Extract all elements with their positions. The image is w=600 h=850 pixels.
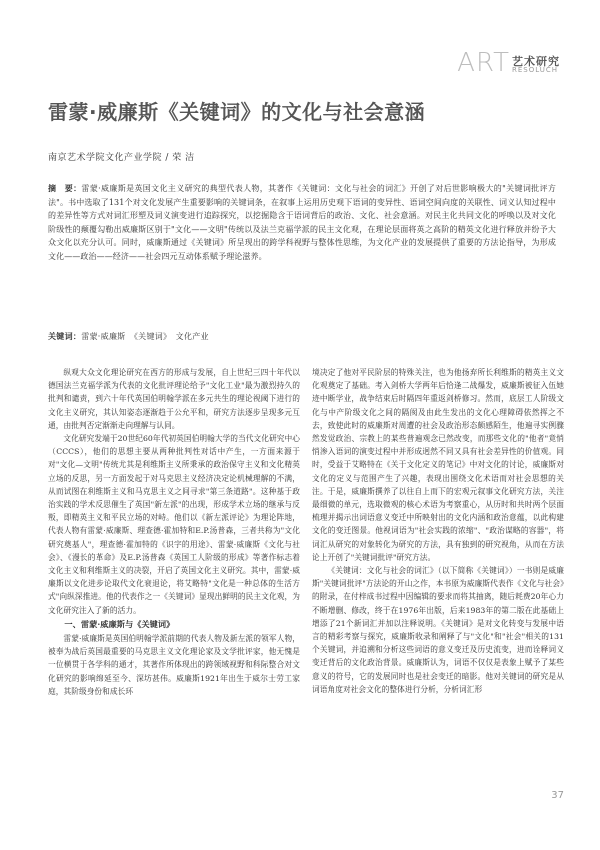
keywords [48,331,556,342]
keywords-label: 关键词： [48,331,82,341]
body-paragraph: 境决定了他对平民阶层的特殊关注，也为他扬弃所长利维斯的精英主义文化观奠定了基础。考入剑桥大学两年后恰逢二战爆发，威廉斯被征入伍她迹中断学业，战争结束后时隔四年重返剑桥修习。然而，底层工人阶级文化与中产阶级文化之间的隔阂及由此生发出的文化心理障碍依然挥之不去，致使此时的威廉斯对周遭的社会及政治形态颇感陌生，他遍寻实例骤然发觉政治、宗教上的某些普遍观念已然改变，而那些文化的"他者"竟悄悄渗入语词的演变过程中并形成迥然不同又具有社会差异性的价值观。同时，受益于艾略特在《关于文化定义的笔记》中对文化的讨论，威廉斯对文化的定义与范围产生了兴趣，表现出围绕文化术语而对社会思想的关注。于是，威廉斯撰养了以往自上而下的宏观元叙事文化研究方法，关注最细微的单元，选取微观的核心术语为考察重心，从历时和共时两个层面梳理并揭示出词语意义变迁中所映射出的文化内涵和政治意蕴，以此构建文化的变迁图景。他视词语为"社会实践的浓缩"、"政治谋略的容器"，将词汇从研究的对象转化为研究的方法，具有独到的研究视角，从而在方法论上开创了"关键词批评"研究方法。 [312,368,564,562]
logo-art-text: ART [457,48,510,78]
keywords-text: 雷蒙·威廉斯 《关键词》 文化产业 [81,332,209,341]
logo-english-text: RESOLUCH [512,66,559,74]
logo-chinese-text: 艺术研究 [512,55,560,68]
body-paragraph: 《关键词：文化与社会的词汇》（以下简称《关键词》）一书则是威廉斯"关键词批评"方法论的开山之作，本书原为威廉斯代表作《文化与社会》的附录，在付梓成书过程中因编辑的要求而将其抽离，随后耗费20年心力不断增删、修改，终于在1976年出版，后来1983年的第二版在此基础上增添了21个新词汇并加以注释说明。《关键词》是对文化转变与发展中语言的精彩考察与探究，威廉斯收录和阐释了与"文化"和"社会"相关的131个关键词，并追溯和分析这些词语的意义变迁及历史流变，进而诠释词义变迁背后的文化政治背景。威廉斯认为，词语不仅仅是表象上赋予了某些意义的符号，它的发展同时也是社会变迁的暗影。他对关键词的研究是从词语角度对社会文化的整体进行分析，分析词汇形 [312,566,564,694]
article-title: 雷蒙·威廉斯《关键词》的文化与社会意涵 [48,100,426,124]
abstract-label: 摘 要： [48,183,82,193]
body-paragraph: 雷蒙·威廉斯是英国伯明翰学派前期的代表人物及新左派的领军人物，被奉为战后英国最重要的马克思主义文化理论家及文学批评家，他无愧是一位横贯于各学科的通才，其著作所体现出的跨领域视野和科际整合对文化研究的影响绵延至今、深坊甚伟。威廉斯1921年出生于威尔士劳工家庭，其阶级身份和成长环 [48,634,300,696]
page-number: 37 [551,790,564,801]
body-column-left [48,366,300,698]
section-logo [457,48,560,78]
author-affiliation: 南京艺术学院文化产业学院 / 荣 洁 [48,153,195,163]
abstract-text: 雷蒙·威廉斯是英国文化主义研究的典型代表人物，其著作《关键词：文化与社会的词汇》开创了对后世影响极大的"关键词批评方法"。书中选取了131个对文化发展产生重要影响的关键词条，在叙事上运用历史观下语词的变异性、语词空间向度的关联性、词义认知过程中的差异性等方式对词汇形塑及词义演变进行追踪探究，以挖掘隐含于语词背后的政治、文化、社会意涵。对民主化共同文化的呼唤以及对文化阶级性的颠覆勾勒出威廉斯区别于"文化——文明"传统以及法兰克福学派的民主文化观，在理论层面将英之高阶的精英文化进行释放并纷予大众文化以充分认可。同时，威廉斯通过《关键词》所呈现出的跨学科视野与整体性思维，为文化产业的发展提供了重要的方法论指导，为形成文化——政治——经济——社会四元互动体系赋予理论滋养。 [48,184,556,261]
logo-text-group [512,56,560,74]
body-paragraph: 文化研究发端于20世纪60年代初英国伯明翰大学的当代文化研究中心（CCCS），他们的思想主要从两种批判性对话中产生，一方面来源于对"文化—文明"传统尤其是利维斯主义所秉承的政治保守主义和文化精英立场的反思，另一方面发起于对马克思主义经济决定论机械理解的不满，从而试图在利维斯主义和马克思主义之间寻求"第三条道路"。这种基于政治实践的学术反思催生了英国"新左派"的出现，形成学术立场的继承与反叛，即精英主义和平民立场的对峙。他们以《新左派评论》为理论阵地，代表人物有雷蒙·威廉斯、理查德·霍加特和E.P.汤普森，三者共称为"文化研究奠基人"，理查德·霍加特的《识字的用途》、雷蒙·威廉斯《文化与社会》、《漫长的革命》及E.P.汤普森《英国工人阶级的形成》等著作标志着文化主义和利维斯主义的决裂，开启了英国文化主义研究。其中，雷蒙·威廉斯以文化进步论取代文化衰退论，将艾略特"文化是一种总体的生活方式"向纵深推进。他的代表作之一《关键词》显现出鲜明的民主文化观，为文化研究注入了新的活力。 [48,434,300,615]
body-paragraph: 纵观大众文化理论研究在西方的形成与发展，自上世纪三四十年代以德国法兰克福学派为代表的文化批评理论给予"文化工业"最为激烈持久的批判和谴责，到六十年代英国伯明翰学派在多元共生的理论视阈下进行的文化主义研究，其认知姿态逐渐趋于公允平和，研究方法逐步呈现多元互通，由批判否定渐渐走向理解与认同。 [48,368,300,430]
abstract [48,182,556,263]
section-heading: 一、雷蒙·威廉斯与《关键词》 [64,618,175,629]
body-column-right [312,366,564,696]
